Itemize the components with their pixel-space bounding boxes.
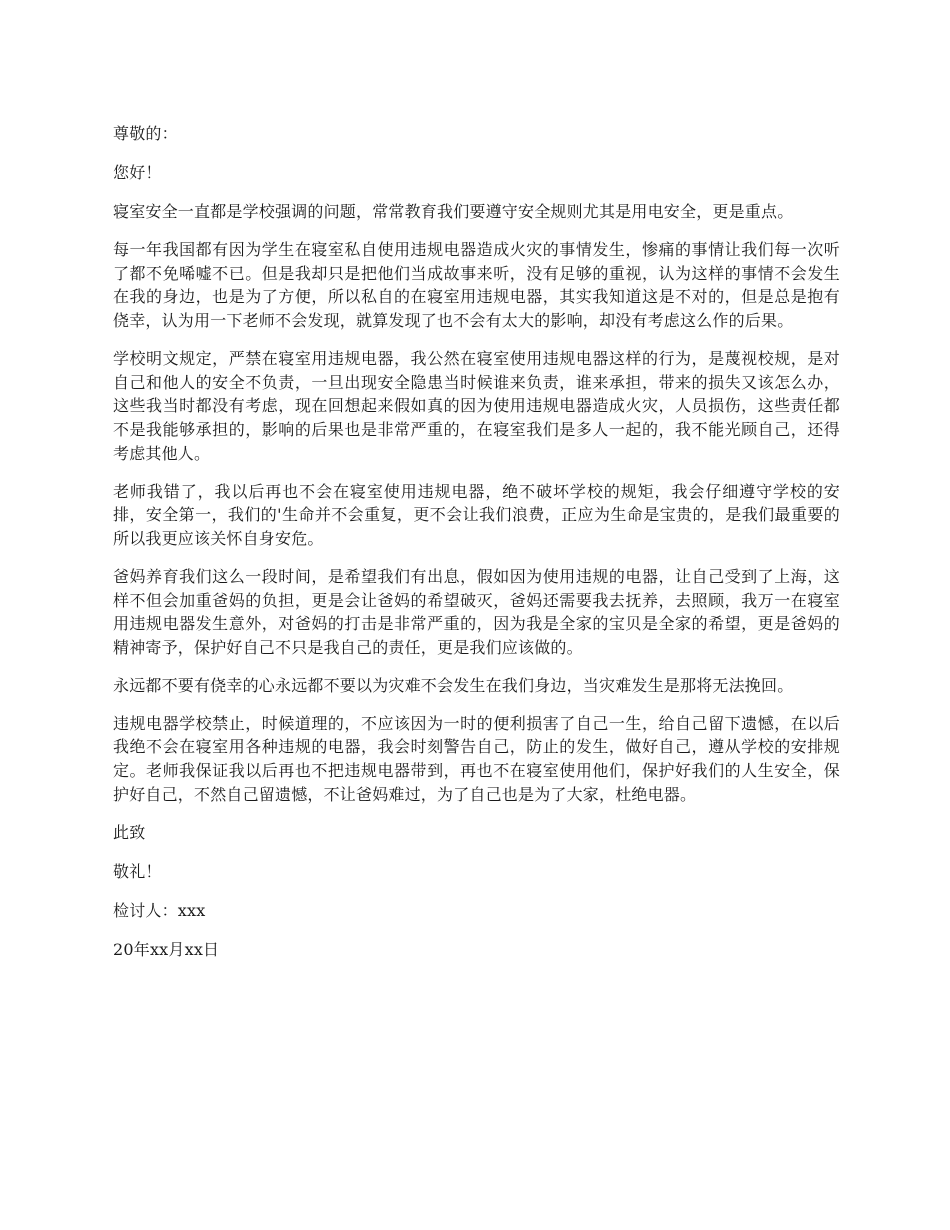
paragraph-6: 永远都不要有侥幸的心永远都不要以为灾难不会发生在我们身边，当灾难发生是那将无法挽回。 bbox=[113, 675, 794, 695]
paragraph-1: 寝室安全一直都是学校强调的问题，常常教育我们要遵守安全规则尤其是用电安全，更是重点。 bbox=[113, 202, 794, 222]
signature: 检讨人：xxx bbox=[113, 900, 206, 920]
greeting: 您好！ bbox=[113, 163, 162, 183]
salutation: 尊敬的： bbox=[113, 124, 178, 143]
paragraph-3: 学校明文规定，严禁在寝室用违规电器，我公然在寝室使用违规电器这样的行为，是蔑视校规，是对自己和他人的安全不负责，一旦出现安全隐患当时候谁来负责，谁来承担，带来的损失又该怎么办，这些我当时都没有考虑，现在回想起来假如真的因为使用违规电器造成火灾，人员损伤，这些责任都不是我能够承担的，影响的后果也是非常严重的，在寝室我们是多人一起的，我不能光顾自己，还得考虑其他人。 bbox=[113, 349, 840, 463]
paragraph-2: 每一年我国都有因为学生在寝室私自使用违规电器造成火灾的事情发生，惨痛的事情让我们每一次听了都不免唏嘘不已。但是我却只是把他们当成故事来听，没有足够的重视，认为这样的事情不会发生在我的身边，也是为了方便，所以私自的在寝室用违规电器，其实我知道这是不对的，但是总是抱有侥幸，认为用一下老师不会发现，就算发现了也不会有太大的影响，却没有考虑这么作的后果。 bbox=[113, 240, 840, 331]
paragraph-4: 老师我错了，我以后再也不会在寝室使用违规电器，绝不破坏学校的规矩，我会仔细遵守学校的安排，安全第一，我们的'生命并不会重复，更不会让我们浪费，正应为生命是宝贵的，是我们最重要的所以我更应该关怀自身安危。 bbox=[113, 481, 840, 548]
closing: 此致 bbox=[113, 822, 146, 842]
paragraph-7: 违规电器学校禁止，时候道理的，不应该因为一时的便利损害了自己一生，给自己留下遗憾，在以后我绝不会在寝室用各种违规的电器，我会时刻警告自己，防止的发生，做好自己，遵从学校的安排规定。老师我保证我以后再也不把违规电器带到，再也不在寝室使用他们，保护好我们的人生安全，保护好自己，不然自己留遗憾，不让爸妈难过，为了自己也是为了大家，杜绝电器。 bbox=[113, 713, 840, 804]
letter-body bbox=[113, 122, 840, 977]
date: 20年xx月xx日 bbox=[113, 940, 220, 960]
regards: 敬礼！ bbox=[113, 861, 162, 881]
paragraph-5: 爸妈养育我们这么一段时间，是希望我们有出息，假如因为使用违规的电器，让自己受到了上海，这样不但会加重爸妈的负担，更是会让爸妈的希望破灭，爸妈还需要我去抚养，去照顾，我万一在寝室用违规电器发生意外，对爸妈的打击是非常严重的，因为我是全家的宝贝是全家的希望，更是爸妈的精神寄予，保护好自己不只是我自己的责任，更是我们应该做的。 bbox=[113, 566, 840, 657]
